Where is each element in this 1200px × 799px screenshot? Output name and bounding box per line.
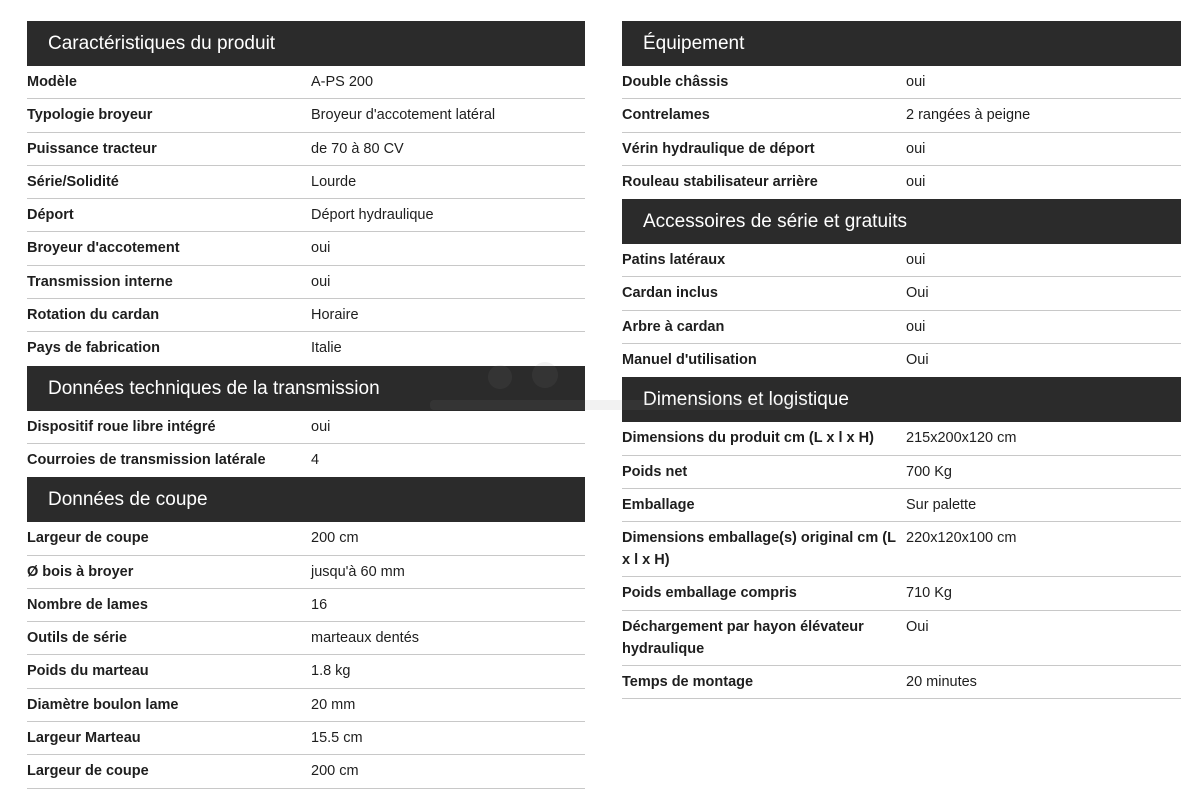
row-label: Emballage	[622, 496, 695, 513]
section-header-equipement: Équipement	[622, 21, 1181, 66]
row-value: 710 Kg	[906, 585, 952, 602]
table-row	[27, 332, 585, 365]
row-label: Patins latéraux	[622, 252, 726, 269]
row-label: Courroies de transmission latérale	[27, 451, 266, 468]
row-value: oui	[311, 418, 331, 435]
row-value: oui	[311, 240, 331, 257]
table-row	[27, 166, 585, 199]
section-header-accessoires: Accessoires de série et gratuits	[622, 199, 1181, 244]
row-value: oui	[906, 318, 926, 335]
row-label: Vérin hydraulique de déport	[622, 140, 815, 157]
table-row	[27, 722, 585, 755]
row-label: Outils de série	[27, 630, 127, 647]
row-value: 220x120x100 cm	[906, 530, 1017, 547]
row-label: Double châssis	[622, 74, 729, 90]
table-row	[622, 311, 1181, 344]
row-label: Puissance tracteur	[27, 140, 157, 157]
table-row	[27, 232, 585, 265]
row-value: Oui	[906, 285, 929, 302]
table-row	[622, 666, 1181, 699]
table-row	[27, 444, 585, 477]
row-value: Oui	[906, 618, 929, 635]
row-value: oui	[906, 74, 926, 90]
table-row	[622, 422, 1181, 455]
section-header-coupe: Données de coupe	[27, 477, 585, 522]
row-label: Arbre à cardan	[622, 318, 725, 335]
section-header-dimensions: Dimensions et logistique	[622, 377, 1181, 422]
row-value: Horaire	[311, 307, 359, 324]
row-value: 20 mm	[311, 696, 356, 713]
section-header-transmission: Données techniques de la transmission	[27, 366, 585, 411]
row-value: de 70 à 80 CV	[311, 140, 404, 157]
left-column	[27, 21, 585, 789]
row-value: 16	[311, 596, 328, 613]
table-row	[622, 133, 1181, 166]
row-value: 215x200x120 cm	[906, 430, 1017, 447]
row-label: Rotation du cardan	[27, 307, 160, 324]
row-label: Nombre de lames	[27, 596, 148, 613]
table-row	[27, 411, 585, 444]
table-row	[622, 99, 1181, 132]
table-row	[27, 589, 585, 622]
row-label: Modèle	[27, 74, 77, 90]
row-value: oui	[311, 273, 331, 290]
row-value: Lourde	[311, 173, 357, 190]
table-row	[27, 66, 585, 99]
row-value: 2 rangées à peigne	[906, 107, 1031, 124]
row-label: Dispositif roue libre intégré	[27, 418, 216, 435]
row-value: Sur palette	[906, 496, 977, 513]
row-label: Temps de montage	[622, 673, 754, 690]
row-value: 200 cm	[311, 530, 359, 547]
row-label: Transmission interne	[27, 273, 173, 290]
row-label: Contrelames	[622, 107, 710, 124]
row-value: jusqu'à 60 mm	[311, 563, 405, 580]
row-value: oui	[906, 140, 926, 157]
row-value: 1.8 kg	[311, 663, 351, 680]
table-row	[622, 489, 1181, 522]
table-row	[27, 99, 585, 132]
row-value: 200 cm	[311, 763, 359, 780]
table-row	[622, 577, 1181, 610]
table-row	[622, 456, 1181, 489]
table-row	[622, 166, 1181, 199]
table-row	[622, 611, 1181, 666]
table-row	[622, 66, 1181, 99]
row-label: Cardan inclus	[622, 285, 718, 302]
row-value: Italie	[311, 340, 342, 357]
table-row	[27, 199, 585, 232]
row-label: Poids du marteau	[27, 663, 149, 680]
row-value: oui	[906, 173, 926, 190]
row-label: Rouleau stabilisateur arrière	[622, 173, 818, 190]
row-label: Manuel d'utilisation	[622, 352, 757, 369]
row-label: Pays de fabrication	[27, 340, 160, 357]
row-label: Ø bois à broyer	[27, 563, 134, 580]
table-row	[27, 522, 585, 555]
right-column	[622, 21, 1181, 699]
table-row	[27, 133, 585, 166]
row-label: Poids net	[622, 463, 688, 480]
row-label: Largeur de coupe	[27, 763, 149, 780]
table-row	[622, 244, 1181, 277]
row-label: Diamètre boulon lame	[27, 696, 179, 713]
table-row	[27, 655, 585, 688]
table-row	[27, 266, 585, 299]
section-header-caracteristiques: Caractéristiques du produit	[27, 21, 585, 66]
row-label: Série/Solidité	[27, 173, 119, 190]
row-value: 20 minutes	[906, 673, 977, 690]
table-row	[622, 344, 1181, 377]
row-label: Typologie broyeur	[27, 107, 153, 124]
table-row	[622, 277, 1181, 310]
table-row	[27, 755, 585, 788]
row-value: Broyeur d'accotement latéral	[311, 107, 496, 124]
row-label: Poids emballage compris	[622, 585, 797, 602]
row-value: Déport hydraulique	[311, 207, 434, 224]
row-label: Largeur de coupe	[27, 530, 149, 547]
row-label: Dimensions emballage(s) original cm (L x l x H)	[622, 530, 896, 569]
row-label: Déchargement par hayon élévateur hydraulique	[622, 618, 864, 657]
table-row	[27, 556, 585, 589]
table-row	[27, 689, 585, 722]
row-label: Déport	[27, 207, 74, 224]
row-value: 700 Kg	[906, 463, 952, 480]
row-value: marteaux dentés	[311, 630, 420, 647]
row-label: Largeur Marteau	[27, 730, 141, 747]
table-row	[27, 622, 585, 655]
row-value: oui	[906, 252, 926, 269]
row-label: Broyeur d'accotement	[27, 240, 180, 257]
table-row	[27, 299, 585, 332]
row-value: Oui	[906, 352, 929, 369]
row-value: 4	[311, 451, 320, 468]
row-label: Dimensions du produit cm (L x l x H)	[622, 430, 874, 447]
row-value: 15.5 cm	[311, 730, 363, 747]
table-row	[622, 522, 1181, 577]
row-value: A-PS 200	[311, 74, 374, 90]
